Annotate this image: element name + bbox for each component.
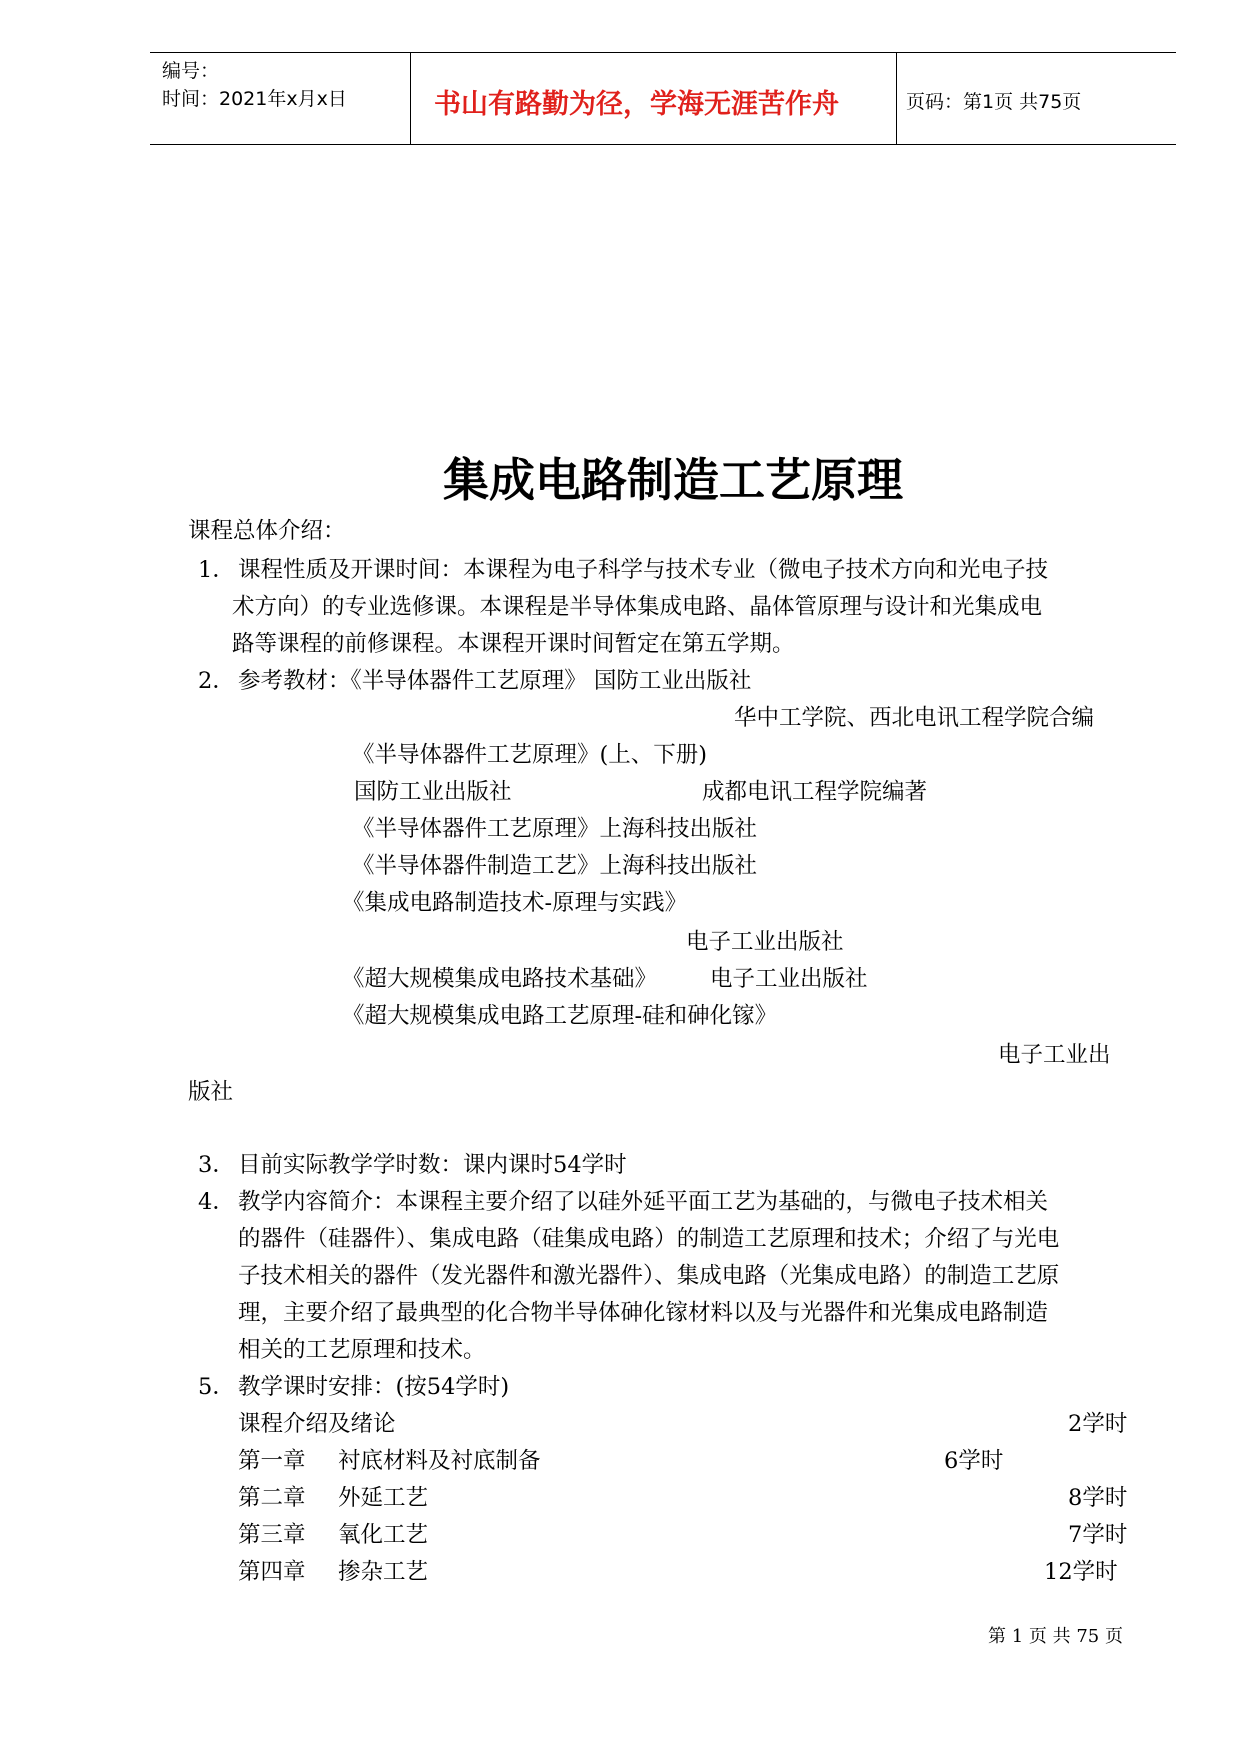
schedule-name: 掺杂工艺 — [338, 1559, 429, 1585]
footer-page-number: 第 1 页 共 75 页 — [988, 1626, 1123, 1647]
item4-number: 4． — [198, 1189, 235, 1215]
schedule-hours: 2学时 — [1068, 1411, 1128, 1437]
schedule-hours: 12学时 — [1044, 1559, 1118, 1585]
reference-line: 国防工业出版社 — [354, 779, 512, 805]
item1-number: 1． — [198, 557, 235, 583]
header-page-info: 页码：第1页 共75页 — [906, 91, 1082, 113]
header-divider-left — [410, 52, 411, 144]
schedule-name: 氧化工艺 — [338, 1522, 429, 1548]
reference-line: 版社 — [188, 1079, 234, 1105]
reference-line: 《集成电路制造技术-原理与实践》 — [342, 890, 688, 916]
item4-line: 理，主要介绍了最典型的化合物半导体砷化镓材料以及与光器件和光集成电路制造 — [238, 1300, 1049, 1326]
schedule-chapter: 第三章 — [238, 1522, 306, 1548]
schedule-hours: 7学时 — [1068, 1522, 1128, 1548]
schedule-chapter: 第一章 — [238, 1448, 306, 1474]
item3-text: 目前实际教学学时数：课内课时54学时 — [238, 1152, 627, 1178]
item4-line: 相关的工艺原理和技术。 — [238, 1337, 486, 1363]
schedule-chapter: 第四章 — [238, 1559, 306, 1585]
reference-line: 《超大规模集成电路技术基础》 — [342, 966, 658, 992]
reference-line: 《半导体器件工艺原理》(上、下册) — [352, 742, 708, 768]
document-title: 集成电路制造工艺原理 — [443, 453, 903, 507]
item1-line: 路等课程的前修课程。本课程开课时间暂定在第五学期。 — [232, 631, 795, 657]
reference-line: 电子工业出版社 — [710, 966, 868, 992]
item2-number: 2． — [198, 668, 235, 694]
reference-line: 《半导体器件工艺原理》上海科技出版社 — [352, 816, 758, 842]
intro-heading: 课程总体介绍： — [188, 518, 346, 544]
reference-line: 华中工学院、西北电讯工程学院合编 — [734, 705, 1095, 731]
item4-line: 教学内容简介：本课程主要介绍了以硅外延平面工艺为基础的，与微电子技术相关 — [238, 1189, 1049, 1215]
header-divider-right — [896, 52, 897, 144]
item5-heading: 教学课时安排：(按54学时) — [238, 1374, 510, 1400]
reference-line: 电子工业出版社 — [686, 929, 844, 955]
item4-line: 子技术相关的器件（发光器件和激光器件）、集成电路（光集成电路）的制造工艺原 — [238, 1263, 1060, 1289]
reference-line: 《超大规模集成电路工艺原理-硅和砷化镓》 — [342, 1003, 778, 1029]
schedule-name: 外延工艺 — [338, 1485, 429, 1511]
header-code-label: 编号： — [162, 60, 220, 82]
item3-number: 3． — [198, 1152, 235, 1178]
header-time-label: 时间：2021年x月x日 — [162, 88, 347, 110]
schedule-hours: 6学时 — [944, 1448, 1004, 1474]
header-top-rule — [150, 52, 1176, 53]
item5-number: 5． — [198, 1374, 235, 1400]
reference-line: 成都电讯工程学院编著 — [702, 779, 928, 805]
item2-line: 参考教材：《半导体器件工艺原理》 国防工业出版社 — [238, 668, 752, 694]
header-bottom-rule — [150, 144, 1176, 145]
item4-line: 的器件（硅器件）、集成电路（硅集成电路）的制造工艺原理和技术；介绍了与光电 — [238, 1226, 1060, 1252]
schedule-chapter: 第二章 — [238, 1485, 306, 1511]
item1-line: 术方向）的专业选修课。本课程是半导体集成电路、晶体管原理与设计和光集成电 — [232, 594, 1043, 620]
reference-line: 电子工业出 — [998, 1042, 1111, 1068]
item1-line: 课程性质及开课时间：本课程为电子科学与技术专业（微电子技术方向和光电子技 — [238, 557, 1049, 583]
header-motto: 书山有路勤为径，学海无涯苦作舟 — [434, 89, 839, 120]
schedule-hours: 8学时 — [1068, 1485, 1128, 1511]
reference-line: 《半导体器件制造工艺》上海科技出版社 — [352, 853, 758, 879]
schedule-name: 衬底材料及衬底制备 — [338, 1448, 541, 1474]
schedule-chapter: 课程介绍及绪论 — [238, 1411, 396, 1437]
